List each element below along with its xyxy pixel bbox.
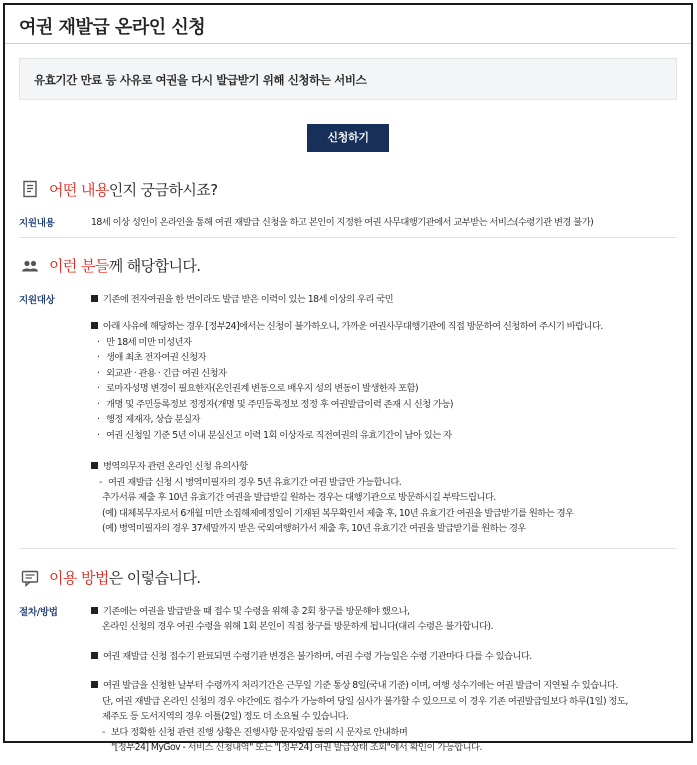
apply-button-wrap [5, 124, 691, 152]
square-bullet-icon [91, 322, 98, 329]
list-item: · 외교관 · 관용 · 긴급 여권 신청자 [91, 366, 691, 382]
section-how-heading [5, 566, 691, 590]
section-how-heading-rest: 은 이렇습니다. [108, 569, 201, 587]
section-divider [19, 237, 677, 238]
section-who-heading-rest: 께 해당합니다. [108, 257, 201, 275]
section-how-label: 절차/방법 [19, 606, 58, 618]
section-what-heading-highlight: 어떤 내용 [49, 180, 109, 199]
list-item: · 만 18세 미만 미성년자 [91, 335, 691, 351]
list-item: · 로마자성명 변경이 필요한자(온인권계 변동으로 배우지 성의 변동이 발생한자 포함) [91, 381, 691, 397]
square-bullet-icon [91, 681, 98, 688]
page-frame [3, 3, 693, 753]
section-how-row [5, 604, 691, 765]
square-bullet-icon [91, 652, 98, 659]
who-p3-line: 추가서류 제출 후 10년 유효기간 여권을 발급받길 원하는 경우는 대행기관으로 방문하시길 부탁드립니다. [102, 492, 496, 503]
square-bullet-icon [91, 462, 98, 469]
how-p3-line: 단, 여권 재발급 온라인 신청의 경우 야간에도 접수가 가능하여 당일 심사가 불가할 수 있으므로 이 경우 기존 여권발급일보다 하루(1일) 정도, [102, 695, 628, 707]
section-who-heading-highlight: 이런 분들 [49, 257, 109, 275]
how-paragraph-2 [91, 649, 691, 665]
apply-button[interactable]: 신청하기 [307, 124, 389, 152]
list-item: - 여권 재발급 신청 시 병역미필자의 경우 5년 유효기간 여권 발급만 가능합니다. [91, 475, 691, 491]
who-paragraph-2 [91, 319, 691, 443]
how-p3-line: 제주도 등 도서지역의 경우 이틀(2일) 정도 더 소요될 수 있습니다. [102, 711, 349, 722]
people-icon [21, 257, 39, 275]
section-divider [19, 548, 677, 549]
who-p1-text: 기존에 전자여권을 한 번이라도 발급 받은 이력이 있는 18세 이상의 우리 국민 [103, 293, 394, 305]
chat-icon [21, 569, 39, 587]
how-p3-line [91, 678, 691, 694]
how-p1-line1-text: 기존에는 여권을 발급받을 때 접수 및 수령을 위해 총 2회 창구를 방문해야 했으나, [103, 605, 410, 617]
list-item: · 행정 제재자, 상습 분실자 [91, 412, 691, 428]
section-who-row [5, 292, 691, 546]
section-what-heading [5, 177, 691, 201]
section-how-body [91, 604, 691, 765]
section-who-label: 지원대상 [19, 294, 55, 306]
square-bullet-icon [91, 607, 98, 614]
who-p3-head-text: 병역의무자 관련 온라인 신청 유의사항 [103, 461, 248, 472]
who-p3-line: (예) 대체복무자로서 6개월 미만 소집해제예정일이 기재된 복무확인서 제출 후, 10년 유효기간 여권을 발급받기를 원하는 경우 [102, 507, 574, 519]
list-item: · 개명 및 주민등록정보 정정자(개명 및 주민등록정보 정정 후 여권발급이력 존재 시 신청 가능) [91, 397, 691, 413]
who-p3-line: (예) 병역미필자의 경우 37세말까지 받은 국외여행허가서 제출 후, 10년 유효기간 여권을 발급받기를 원하는 경우 [102, 523, 526, 534]
page-title: 여권 재발급 온라인 신청 [19, 17, 206, 38]
square-bullet-icon [91, 295, 98, 302]
how-p3-line1-text: 여권 발급을 신청한 날부터 수령까지 처리기간은 근무일 기준 통상 8일(국내 기준) 이며, 여행 성수기에는 여권 발급이 지연될 수 있습니다. [103, 680, 618, 691]
who-p2-head [91, 319, 691, 335]
document-icon [21, 180, 39, 198]
list-item: · 여권 신청일 기준 5년 이내 분실신고 이력 1회 이상자로 직전여권의 유효기간이 남아 있는 자 [91, 428, 691, 444]
section-what-heading-rest: 인지 궁금하시죠? [108, 180, 218, 199]
how-p1-line: 온라인 신청의 경우 여권 수령을 위해 1회 본인이 직접 창구를 방문하게 됩니다(대리 수령은 불가합니다). [102, 621, 493, 632]
who-paragraph-3 [91, 459, 691, 537]
list-item: - 보다 정확한 신청 관련 진행 상황은 진행사항 문자알림 동의 시 문자로 안내하며 [91, 725, 691, 741]
who-p3-head [91, 459, 691, 475]
service-summary-text: 유효기간 만료 등 사유로 여권을 다시 발급받기 위해 신청하는 서비스 [34, 73, 367, 87]
list-item: · 생애 최초 전자여권 신청자 [91, 350, 691, 366]
title-divider [5, 43, 691, 44]
service-summary [19, 58, 677, 100]
how-p3-tail: "[정부24] MyGov - 서비스 신청내역" 또는 "[정부24] 여권 발급상태 조회"에서 확인이 가능합니다. [111, 742, 482, 753]
how-paragraph-1 [91, 604, 691, 635]
who-paragraph-1 [91, 292, 691, 308]
section-who-heading [5, 254, 691, 278]
how-p1-line [91, 604, 691, 620]
section-what-text: 18세 이상 성인이 온라인을 통해 여권 재발급 신청을 하고 본인이 지정한 여권 사무대행기관에서 교부받는 서비스(수령기관 변경 불가) [91, 217, 594, 228]
how-p2-text: 여권 재발급 신청 접수기 완료되면 수령기관 변경은 불가하며, 여권 수령 가능일은 수령 기관마다 다를 수 있습니다. [103, 650, 532, 662]
how-paragraph-3 [91, 678, 691, 756]
section-who-body [91, 292, 691, 546]
section-what-label: 지원내용 [19, 218, 55, 229]
section-how-heading-highlight: 이용 방법 [49, 569, 109, 587]
who-p2-head-text: 아래 사유에 해당하는 경우 [정부24]에서는 신청이 불가하오니, 가까운 여권사무대행기관에 직접 방문하여 신청하여 주시기 바랍니다. [103, 321, 603, 332]
section-what-row [5, 215, 691, 231]
